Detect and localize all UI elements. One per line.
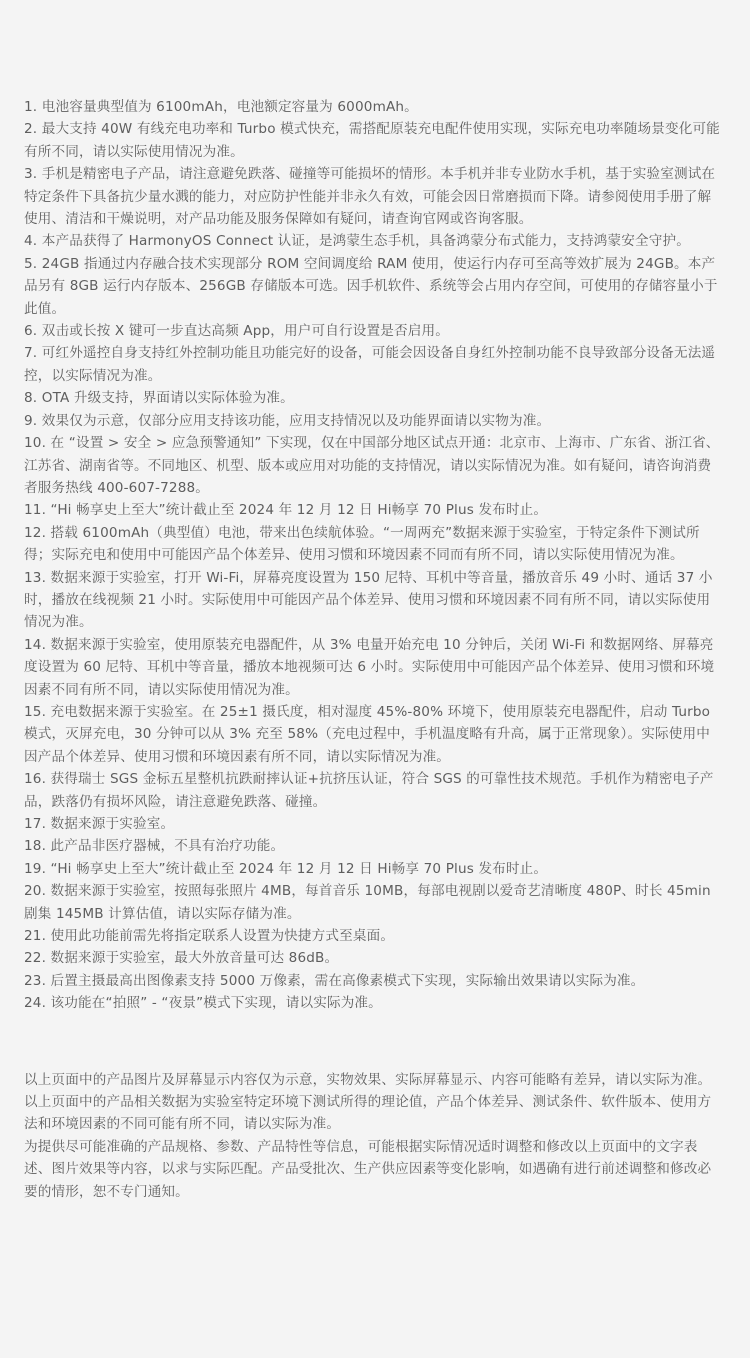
- footnote-15: 15. 充电数据来源于实验室。在 25±1 摄氏度，相对湿度 45%-80% 环境下，使用原装充电器配件，启动 Turbo 模式，灭屏充电，30 分钟可以从 3% 充至 58%（充电过程中，手机温度略有升高，属于正常现象）。实际使用中因产品个体差异、使用习惯和环境因素有所不同，请以实际情况为准。: [24, 703, 711, 765]
- footnote-16: 16. 获得瑞士 SGS 金标五星整机抗跌耐摔认证+抗挤压认证，符合 SGS 的可靠性技术规范。手机作为精密电子产品，跌落仍有损坏风险，请注意避免跌落、碰撞。: [24, 771, 714, 810]
- footnote-21: 21. 使用此功能前需先将指定联系人设置为快捷方式至桌面。: [24, 928, 395, 945]
- footnote-4: 4. 本产品获得了 HarmonyOS Connect 认证，是鸿蒙生态手机，具备鸿蒙分布式能力，支持鸿蒙安全守护。: [24, 233, 690, 250]
- footnote-1: 1. 电池容量典型值为 6100mAh，电池额定容量为 6000mAh。: [24, 99, 418, 115]
- disclaimer-paragraph-3: 为提供尽可能准确的产品规格、参数、产品特性等信息，可能根据实际情况适时调整和修改以上页面中的文字表述、图片效果等内容，以求与实际匹配。产品受批次、生产供应因素等变化影响，如遇确有进行前述调整和修改必要的情形，恕不专门通知。: [24, 1138, 712, 1200]
- footnote-8: 8. OTA 升级支持，界面请以实际体验为准。: [24, 390, 294, 407]
- footnote-20: 20. 数据来源于实验室，按照每张照片 4MB，每首音乐 10MB，每部电视剧以爱奇艺清晰度 480P、时长 45min 剧集 145MB 计算估值，请以实际存储为准。: [24, 883, 711, 922]
- footnote-3: 3. 手机是精密电子产品，请注意避免跌落、碰撞等可能损坏的情形。本手机并非专业防水手机，基于实验室测试在特定条件下具备抗少量水溅的能力，对应防护性能并非永久有效，可能会因日常磨损而下降。请参阅使用手册了解使用、清洁和干燥说明，对产品功能及服务保障如有疑问，请查询官网或咨询客服。: [24, 166, 716, 228]
- footnote-5: 5. 24GB 指通过内存融合技术实现部分 ROM 空间调度给 RAM 使用，使运行内存可至高等效扩展为 24GB。本产品另有 8GB 运行内存版本、256GB 存储版本可选。因手机软件、系统等会占用内存空间，可使用的存储容量小于此值。: [24, 255, 718, 317]
- footnote-12: 12. 搭载 6100mAh（典型值）电池，带来出色续航体验。“一周两充”数据来源于实验室，于特定条件下测试所得；实际充电和使用中可能因产品个体差异、使用习惯和环境因素不同而有所不同，请以实际使用情况为准。: [24, 524, 700, 564]
- footnote-9: 9. 效果仅为示意，仅部分应用支持该功能，应用支持情况以及功能界面请以实物为准。: [24, 412, 551, 429]
- footnote-22: 22. 数据来源于实验室，最大外放音量可达 86dB。: [24, 950, 339, 967]
- footnote-23: 23. 后置主摄最高出图像素支持 5000 万像素，需在高像素模式下实现，实际输出效果请以实际为准。: [24, 972, 645, 989]
- footnote-24: 24. 该功能在“拍照” - “夜景”模式下实现，请以实际为准。: [24, 995, 382, 1012]
- footnote-14: 14. 数据来源于实验室，使用原装充电器配件，从 3% 电量开始充电 10 分钟后，关闭 Wi-Fi 和数据网络、屏幕亮度设置为 60 尼特、耳机中等音量，播放本地视频可达 6 小时。实际使用中可能因产品个体差异、使用习惯和环境因素不同有所不同，请以实际使用情况为准。: [24, 636, 715, 698]
- footnote-19: 19. “Hi 畅享史上至大”统计截止至 2024 年 12 月 12 日 Hi畅享 70 Plus 发布时止。: [24, 860, 548, 877]
- footnote-13: 13. 数据来源于实验室，打开 Wi-Fi，屏幕亮度设置为 150 尼特、耳机中等音量，播放音乐 49 小时、通话 37 小时，播放在线视频 21 小时。实际使用中可能因产品个体差异、使用习惯和环境因素不同有所不同，请以实际使用情况为准。: [24, 569, 713, 631]
- footnote-17: 17. 数据来源于实验室。: [24, 816, 175, 832]
- footnote-6: 6. 双击或长按 X 键可一步直达高频 App，用户可自行设置是否启用。: [24, 323, 449, 340]
- footnote-11: 11. “Hi 畅享史上至大”统计截止至 2024 年 12 月 12 日 Hi畅享 70 Plus 发布时止。: [24, 502, 548, 519]
- footnote-18: 18. 此产品非医疗器械，不具有治疗功能。: [24, 838, 285, 855]
- footnotes-list: [24, 96, 720, 1015]
- legal-disclaimer: [24, 1069, 720, 1203]
- footnote-2: 2. 最大支持 40W 有线充电功率和 Turbo 模式快充，需搭配原装充电配件使用实现，实际充电功率随场景变化可能有所不同，请以实际使用情况为准。: [24, 121, 720, 160]
- disclaimer-paragraph-2: 以上页面中的产品相关数据为实验室特定环境下测试所得的理论值，产品个体差异、测试条件、软件版本、使用方法和环境因素的不同可能有所不同，请以实际为准。: [24, 1094, 712, 1133]
- footnote-7: 7. 可红外遥控自身支持红外控制功能且功能完好的设备，可能会因设备自身红外控制功能不良导致部分设备无法遥控，以实际情况为准。: [24, 345, 716, 384]
- disclaimer-paragraph-1: 以上页面中的产品图片及屏幕显示内容仅为示意，实物效果、实际屏幕显示、内容可能略有差异，请以实际为准。: [24, 1071, 712, 1088]
- footnote-10: 10. 在 “设置 > 安全 > 应急预警通知” 下实现，仅在中国部分地区试点开通：北京市、上海市、广东省、浙江省、江苏省、湖南省等。不同地区、机型、版本或应用对功能的支持情况，请以实际情况为准。如有疑问，请咨询消费者服务热线 400-607-7288。: [24, 435, 720, 496]
